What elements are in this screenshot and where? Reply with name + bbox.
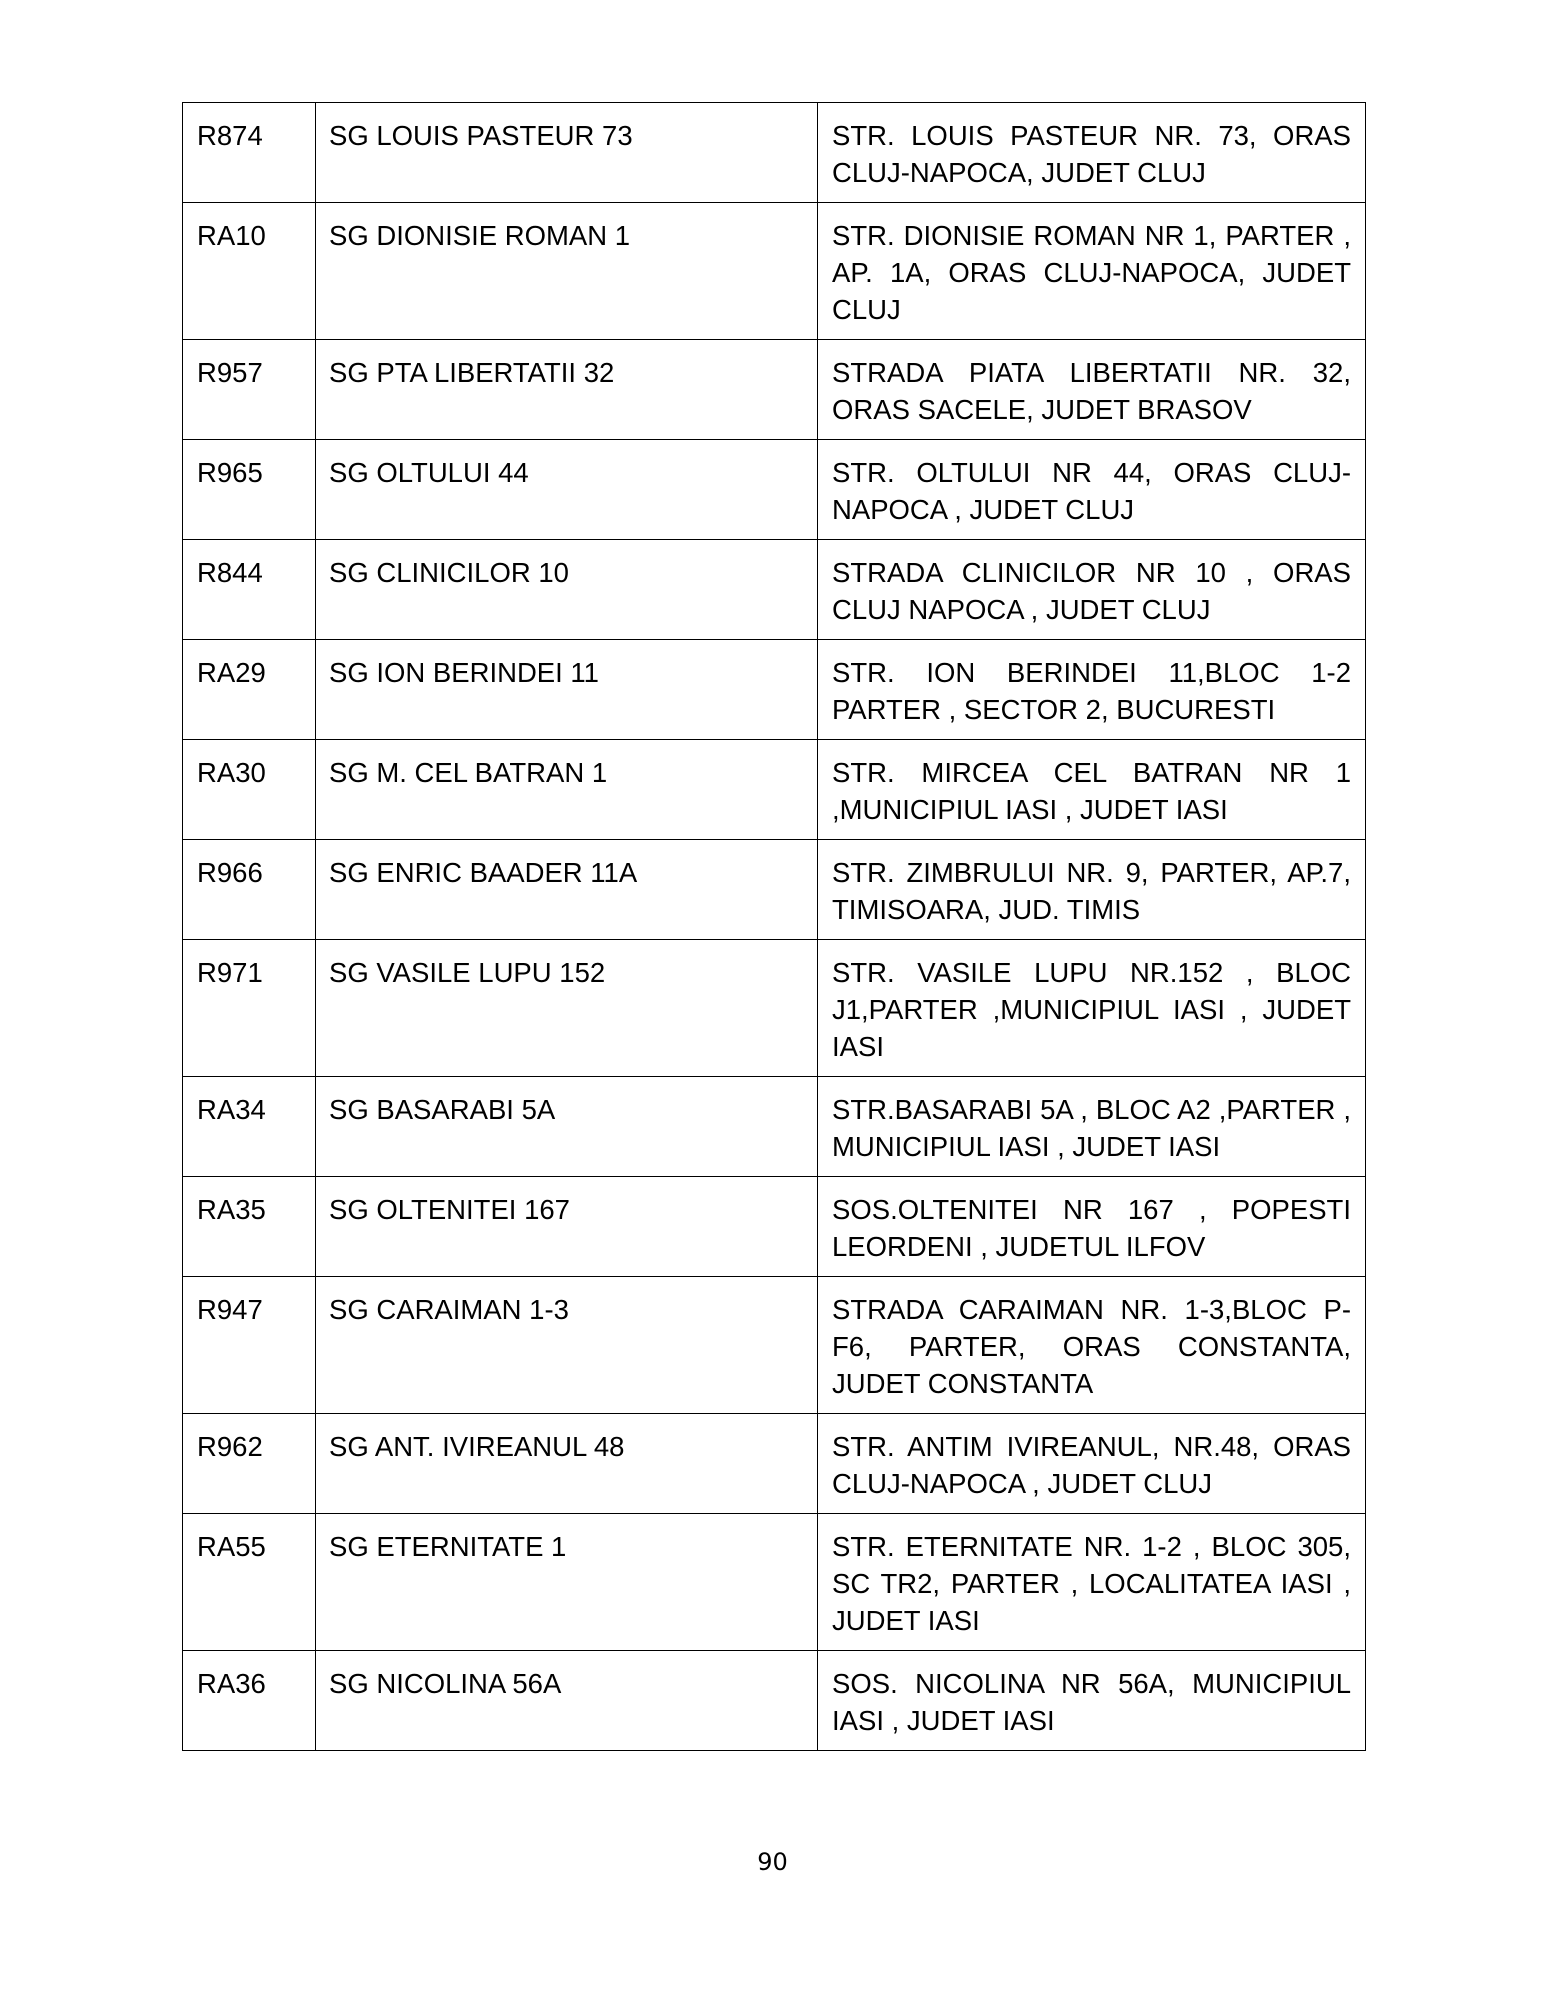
location-code-cell: RA55	[183, 1514, 316, 1651]
page-number: 90	[757, 1848, 788, 1876]
table-row	[183, 540, 1366, 640]
location-address-cell: STR. ETERNITATE NR. 1-2 , BLOC 305, SC TR2, PARTER , LOCALITATEA IASI , JUDET IASI	[818, 1514, 1366, 1651]
location-code-cell: RA35	[183, 1177, 316, 1277]
location-code-cell: R874	[183, 103, 316, 203]
location-code-cell: R965	[183, 440, 316, 540]
location-code-cell: RA30	[183, 740, 316, 840]
location-name-cell: SG CLINICILOR 10	[316, 540, 818, 640]
table-row	[183, 203, 1366, 340]
location-name-cell: SG VASILE LUPU 152	[316, 940, 818, 1077]
table-row	[183, 840, 1366, 940]
location-address-cell: STRADA PIATA LIBERTATII NR. 32, ORAS SACELE, JUDET BRASOV	[818, 340, 1366, 440]
table-row	[183, 640, 1366, 740]
location-name-cell: SG M. CEL BATRAN 1	[316, 740, 818, 840]
table-row	[183, 940, 1366, 1077]
location-address-cell: STR. ION BERINDEI 11,BLOC 1-2 PARTER , SECTOR 2, BUCURESTI	[818, 640, 1366, 740]
location-address-cell: STRADA CARAIMAN NR. 1-3,BLOC P-F6, PARTER, ORAS CONSTANTA, JUDET CONSTANTA	[818, 1277, 1366, 1414]
location-address-cell: STR. ZIMBRULUI NR. 9, PARTER, AP.7, TIMISOARA, JUD. TIMIS	[818, 840, 1366, 940]
location-code-cell: RA36	[183, 1651, 316, 1751]
location-name-cell: SG NICOLINA 56A	[316, 1651, 818, 1751]
table-row	[183, 1651, 1366, 1751]
location-code-cell: RA34	[183, 1077, 316, 1177]
location-code-cell: R962	[183, 1414, 316, 1514]
location-code-cell: R957	[183, 340, 316, 440]
table-row	[183, 440, 1366, 540]
location-name-cell: SG OLTULUI 44	[316, 440, 818, 540]
location-name-cell: SG ANT. IVIREANUL 48	[316, 1414, 818, 1514]
location-name-cell: SG ENRIC BAADER 11A	[316, 840, 818, 940]
location-code-cell: R844	[183, 540, 316, 640]
table-row	[183, 340, 1366, 440]
location-address-cell: STR.BASARABI 5A , BLOC A2 ,PARTER , MUNICIPIUL IASI , JUDET IASI	[818, 1077, 1366, 1177]
table-row	[183, 1414, 1366, 1514]
location-name-cell: SG LOUIS PASTEUR 73	[316, 103, 818, 203]
table-row	[183, 103, 1366, 203]
location-address-cell: STR. ANTIM IVIREANUL, NR.48, ORAS CLUJ-NAPOCA , JUDET CLUJ	[818, 1414, 1366, 1514]
location-code-cell: R966	[183, 840, 316, 940]
table-row	[183, 740, 1366, 840]
location-code-cell: R971	[183, 940, 316, 1077]
location-address-cell: STR. VASILE LUPU NR.152 , BLOC J1,PARTER ,MUNICIPIUL IASI , JUDET IASI	[818, 940, 1366, 1077]
location-name-cell: SG DIONISIE ROMAN 1	[316, 203, 818, 340]
table-row	[183, 1177, 1366, 1277]
location-address-cell: SOS.OLTENITEI NR 167 , POPESTI LEORDENI , JUDETUL ILFOV	[818, 1177, 1366, 1277]
location-address-cell: STR. MIRCEA CEL BATRAN NR 1 ,MUNICIPIUL IASI , JUDET IASI	[818, 740, 1366, 840]
table-row	[183, 1277, 1366, 1414]
location-address-cell: STR. LOUIS PASTEUR NR. 73, ORAS CLUJ-NAPOCA, JUDET CLUJ	[818, 103, 1366, 203]
table-row	[183, 1077, 1366, 1177]
table-row	[183, 1514, 1366, 1651]
location-name-cell: SG ION BERINDEI 11	[316, 640, 818, 740]
location-name-cell: SG CARAIMAN 1-3	[316, 1277, 818, 1414]
locations-table	[182, 102, 1366, 1751]
location-name-cell: SG BASARABI 5A	[316, 1077, 818, 1177]
location-code-cell: RA29	[183, 640, 316, 740]
locations-table-body	[183, 103, 1366, 1751]
location-address-cell: STR. OLTULUI NR 44, ORAS CLUJ-NAPOCA , JUDET CLUJ	[818, 440, 1366, 540]
location-address-cell: SOS. NICOLINA NR 56A, MUNICIPIUL IASI , JUDET IASI	[818, 1651, 1366, 1751]
location-code-cell: R947	[183, 1277, 316, 1414]
location-name-cell: SG OLTENITEI 167	[316, 1177, 818, 1277]
location-name-cell: SG PTA LIBERTATII 32	[316, 340, 818, 440]
location-code-cell: RA10	[183, 203, 316, 340]
location-name-cell: SG ETERNITATE 1	[316, 1514, 818, 1651]
location-address-cell: STRADA CLINICILOR NR 10 , ORAS CLUJ NAPOCA , JUDET CLUJ	[818, 540, 1366, 640]
location-address-cell: STR. DIONISIE ROMAN NR 1, PARTER , AP. 1A, ORAS CLUJ-NAPOCA, JUDET CLUJ	[818, 203, 1366, 340]
